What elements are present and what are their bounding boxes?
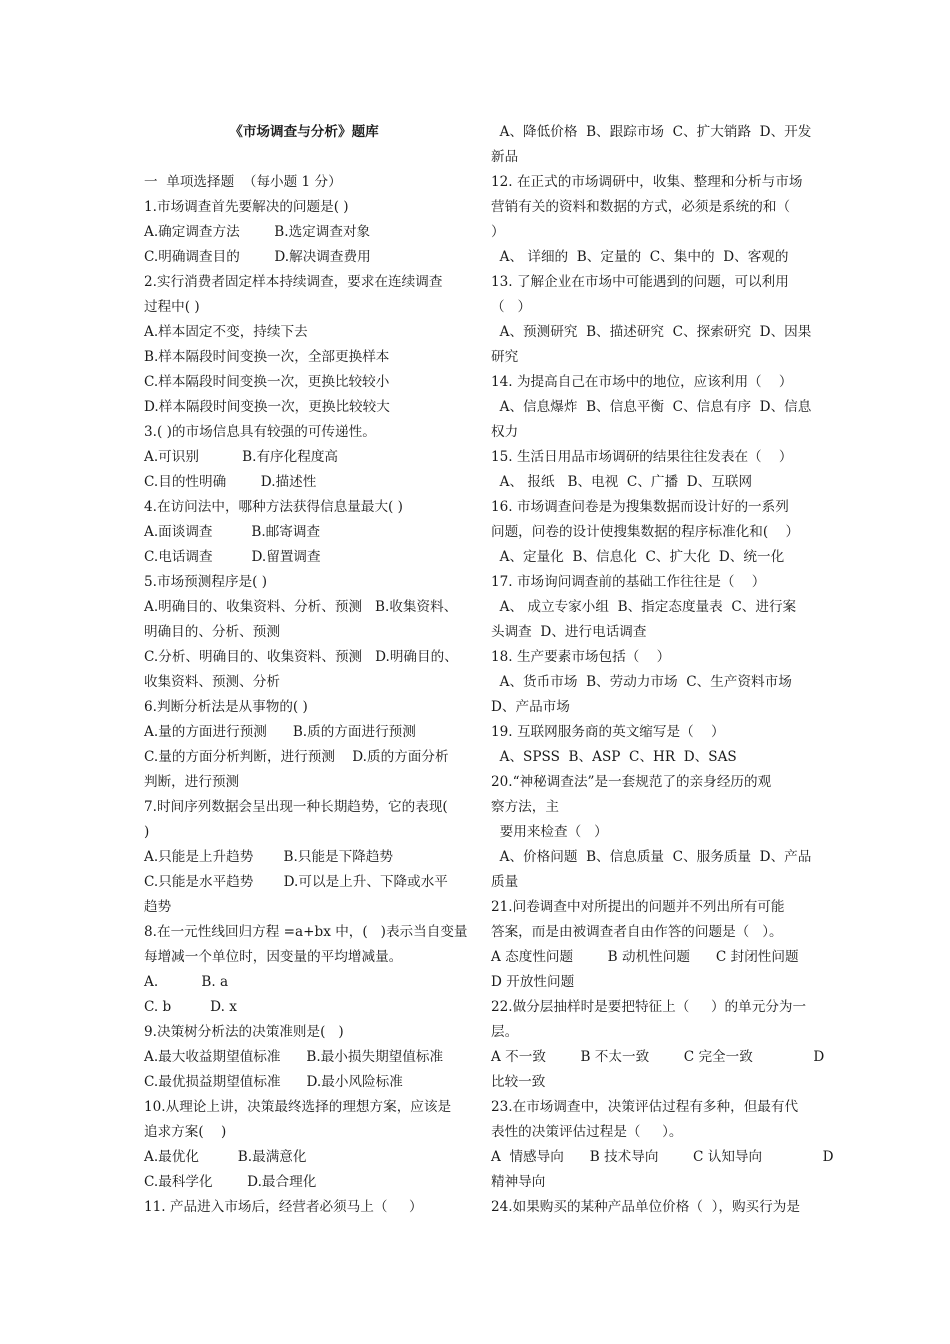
text-line: 22.做分层抽样时是要把特征上（ ）的单元分为一 — [491, 999, 807, 1015]
text-line: 11. 产品进入市场后，经营者必须马上（ ） — [144, 1199, 423, 1215]
text-line: A.确定调查方法 B.选定调查对象 — [144, 224, 371, 240]
text-line: A.明确目的、收集资料、分析、预测 B.收集资料、 — [144, 599, 458, 615]
text-line: B.样本隔段时间变换一次，全部更换样本 — [144, 349, 390, 365]
text-line: 24.如果购买的某种产品单位价格（ ），购买行为是 — [491, 1199, 800, 1215]
text-line: C.只能是水平趋势 D.可以是上升、下降或水平 — [144, 874, 448, 890]
text-line: 追求方案( ) — [144, 1124, 227, 1140]
text-line: A 态度性问题 B 动机性问题 C 封闭性问题 — [491, 949, 799, 965]
text-line: C.分析、明确目的、收集资料、预测 D.明确目的、 — [144, 649, 458, 665]
text-line: 营销有关的资料和数据的方式，必须是系统的和（ — [491, 199, 791, 215]
text-line: A 不一致 B 不太一致 C 完全一致 D — [491, 1049, 825, 1065]
right-column — [491, 120, 834, 1220]
text-line: C.样本隔段时间变换一次，更换比较较小 — [144, 374, 390, 390]
text-line: D.样本隔段时间变换一次，更换比较较大 — [144, 399, 390, 415]
text-line: 12. 在正式的市场调研中，收集、整理和分析与市场 — [491, 174, 803, 190]
text-line: C.目的性明确 D.描述性 — [144, 474, 317, 490]
text-line: 5.市场预测程序是( ) — [144, 574, 268, 590]
text-line: C.电话调查 D.留置调查 — [144, 549, 321, 565]
text-line: 9.决策树分析法的决策准则是( ) — [144, 1024, 344, 1040]
text-line: 察方法，主 — [491, 799, 559, 815]
text-line: C. b D. x — [144, 999, 237, 1015]
text-line: 答案，而是由被调查者自由作答的问题是（ ）。 — [491, 924, 783, 940]
text-line: 20.“神秘调查法”是一套规范了的亲身经历的观 — [491, 774, 772, 790]
text-line: （ ） — [491, 299, 532, 315]
text-line: 收集资料、预测、分析 — [144, 674, 280, 690]
text-line: 要用来检查（ ） — [491, 824, 608, 840]
text-line: A、预测研究 B、描述研究 C、探索研究 D、因果 — [491, 324, 812, 340]
left-question-list — [144, 170, 468, 1220]
text-line: 层。 — [491, 1024, 519, 1040]
text-line: A、信息爆炸 B、信息平衡 C、信息有序 D、信息 — [491, 399, 812, 415]
text-line: A、降低价格 B、跟踪市场 C、扩大销路 D、开发 — [491, 124, 812, 140]
text-line: A.最优化 B.最满意化 — [144, 1149, 307, 1165]
document-title: 《市场调查与分析》题库 — [229, 124, 379, 140]
text-line: A.面谈调查 B.邮寄调查 — [144, 524, 321, 540]
text-line: A、 成立专家小组 B、指定态度量表 C、进行案 — [491, 599, 797, 615]
text-line: C.明确调查目的 D.解决调查费用 — [144, 249, 371, 265]
text-line: 判断，进行预测 — [144, 774, 240, 790]
text-line: D、产品市场 — [491, 699, 570, 715]
text-line: 问题，问卷的设计使搜集数据的程序标准化和( ） — [491, 524, 800, 540]
text-line: 1.市场调查首先要解决的问题是( ) — [144, 199, 349, 215]
text-line: 21.问卷调查中对所提出的问题并不列出所有可能 — [491, 899, 785, 915]
text-line: 2.实行消费者固定样本持续调查，要求在连续调查 — [144, 274, 443, 290]
text-line: A.可识别 B.有序化程度高 — [144, 449, 339, 465]
text-line: A.只能是上升趋势 B.只能是下降趋势 — [144, 849, 394, 865]
text-line: A、SPSS B、ASP C、HR D、SAS — [491, 749, 737, 765]
text-line: A、 详细的 B、定量的 C、集中的 D、客观的 — [491, 249, 789, 265]
text-line: 16. 市场调查问卷是为搜集数据而设计好的一系列 — [491, 499, 789, 515]
text-line: 7.时间序列数据会呈出现一种长期趋势，它的表现( — [144, 799, 448, 815]
text-line: C.量的方面分析判断，进行预测 D.质的方面分析 — [144, 749, 449, 765]
text-line: 表性的决策评估过程是（ ）。 — [491, 1124, 683, 1140]
text-line: 权力 — [491, 424, 519, 440]
text-line: A、货币市场 B、劳动力市场 C、生产资料市场 — [491, 674, 792, 690]
text-line: A.最大收益期望值标准 B.最小损失期望值标准 — [144, 1049, 444, 1065]
text-line: 19. 互联网服务商的英文缩写是（ ） — [491, 724, 725, 740]
text-line: 过程中( ) — [144, 299, 200, 315]
text-line: C.最科学化 D.最合理化 — [144, 1174, 317, 1190]
text-line: 4.在访问法中，哪种方法获得信息量最大( ) — [144, 499, 403, 515]
text-line: 6.判断分析法是从事物的( ) — [144, 699, 308, 715]
text-line: ） — [491, 224, 505, 240]
text-line: A、价格问题 B、信息质量 C、服务质量 D、产品 — [491, 849, 812, 865]
text-line: 每增减一个单位时，因变量的平均增减量。 — [144, 949, 403, 965]
text-line: D 开放性问题 — [491, 974, 575, 990]
text-line: 3.( )的市场信息具有较强的可传递性。 — [144, 424, 376, 440]
text-line: 一 单项选择题 （每小题 1 分） — [144, 174, 342, 190]
text-line: ) — [144, 824, 150, 840]
text-line: A、 报纸 B、电视 C、广播 D、互联网 — [491, 474, 753, 490]
text-line: 研究 — [491, 349, 519, 365]
text-line: A. B. a — [144, 974, 229, 990]
text-line: 13. 了解企业在市场中可能遇到的问题，可以利用 — [491, 274, 789, 290]
text-line: 新品 — [491, 149, 519, 165]
right-question-list — [491, 120, 834, 1220]
text-line: A.量的方面进行预测 B.质的方面进行预测 — [144, 724, 416, 740]
spacer — [144, 145, 464, 170]
text-line: 15. 生活日用品市场调研的结果往往发表在（ ） — [491, 449, 793, 465]
text-line: 8.在一元性线回归方程 =a+bx 中，( )表示当自变量 — [144, 924, 468, 940]
text-line: A.样本固定不变，持续下去 — [144, 324, 308, 340]
text-line: 比较一致 — [491, 1074, 546, 1090]
text-line: 17. 市场询问调查前的基础工作往往是（ ） — [491, 574, 766, 590]
text-line: A 情感导向 B 技术导向 C 认知导向 D — [491, 1149, 834, 1165]
left-column — [144, 120, 468, 1220]
text-line: 明确目的、分析、预测 — [144, 624, 280, 640]
text-line: 精神导向 — [491, 1174, 546, 1190]
text-line: 23.在市场调查中，决策评估过程有多种，但最有代 — [491, 1099, 799, 1115]
text-line: 趋势 — [144, 899, 172, 915]
text-line: 10.从理论上讲，决策最终选择的理想方案，应该是 — [144, 1099, 452, 1115]
text-line: 质量 — [491, 874, 519, 890]
text-line: 18. 生产要素市场包括（ ） — [491, 649, 671, 665]
text-line: 14. 为提高自己在市场中的地位，应该利用（ ） — [491, 374, 793, 390]
text-line: A、定量化 B、信息化 C、扩大化 D、统一化 — [491, 549, 785, 565]
text-line: 头调查 D、进行电话调查 — [491, 624, 647, 640]
text-line: C.最优损益期望值标准 D.最小风险标准 — [144, 1074, 403, 1090]
